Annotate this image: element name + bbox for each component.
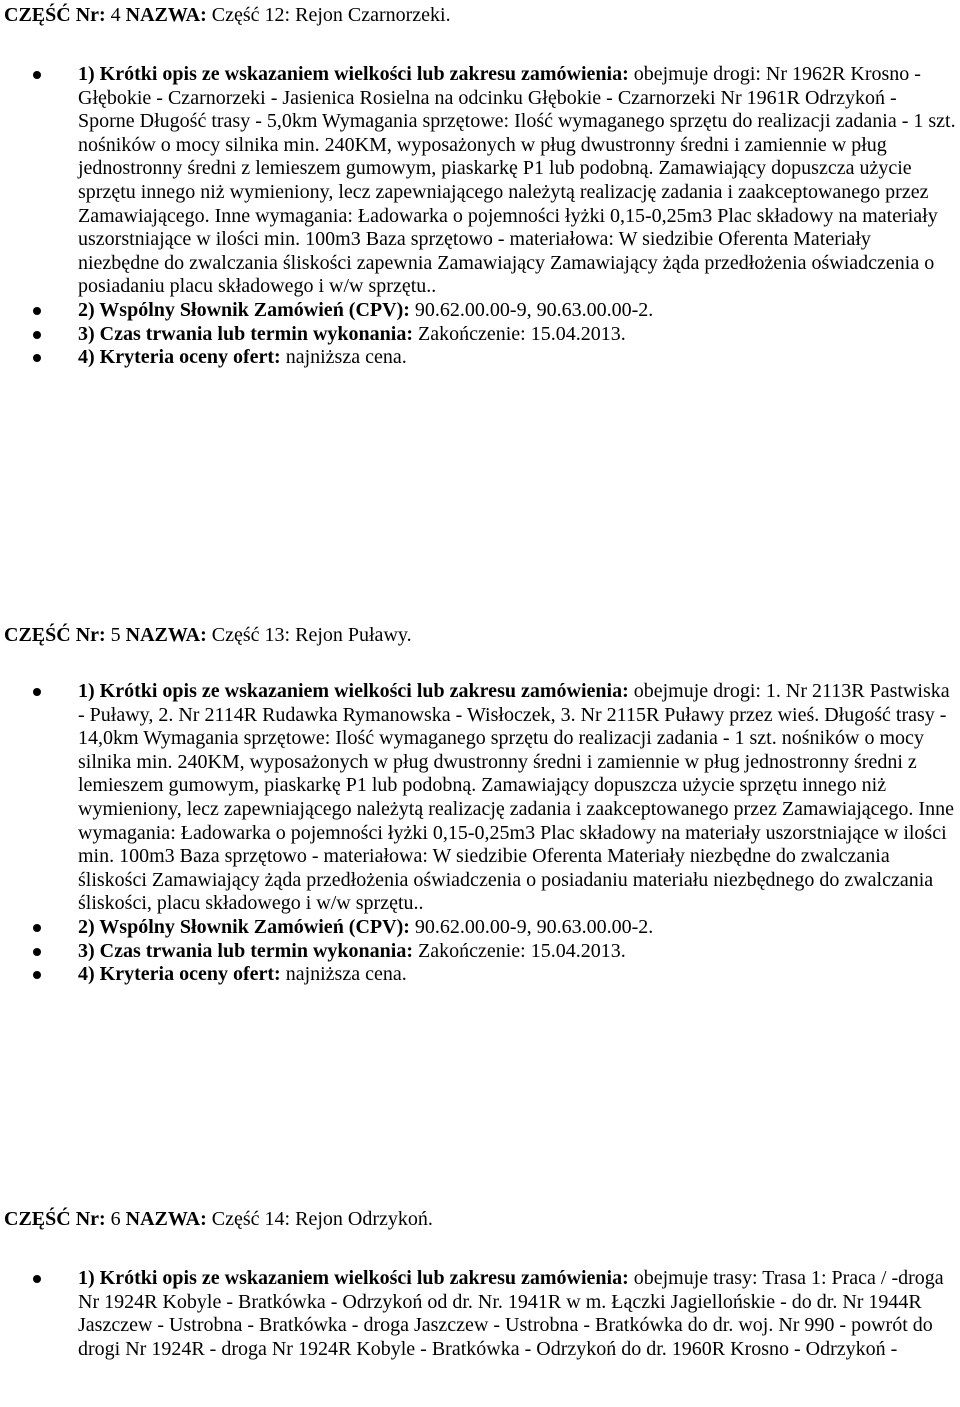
part-number: 5 [110,624,121,646]
part-6-list [0,1267,960,1361]
item-label: 2) Wspólny Słownik Zamówień (CPV): [78,915,410,938]
bullet-icon [33,924,41,932]
item-text: obejmuje drogi: Nr 1962R Krosno - Głębokie - Czarnorzeki - Jasienica Rosielna na odcinku Głębokie - Czarnorzeki Nr 1961R Odrzykoń - Sporne Długość trasy - 5,0km Wymagania sprzętowe: Ilość wymaganego sprzętu do realizacji zadania - 1 szt. nośników o mocy silnika min. [78,63,956,156]
item-text: 240KM, wyposażonych w pług dwustronny średni i zamiennie w pług jednostronny średni z lemieszem gumowym, piaskarkę P1 lub podobną. Zamawiający dopuszcza użycie sprzętu innego niż wymieniony, lecz zapewniającego należytą realizację zadania i zaakceptowanego przez Zamawiającego. Inne wymagania: Ładowarka o pojemności łyżki 0,15-0,25m3 Plac składowy na materiały uszorstniające w ilości min. 100m3 Baza sprzętowo - materiałowa: W siedzibie Oferenta Materiały niezbędne do zwalczania śliskości zapewnia Zamawiający Zamawiający żąda przedłożenia oświadczenia o posiadaniu placu składowego i w/w sprzętu.. [78,133,938,298]
part-4-heading [4,3,451,27]
list-item [0,63,960,299]
bullet-icon [33,307,41,315]
list-item [0,940,960,964]
item-label: 4) Kryteria oceny ofert: [78,963,281,986]
part-label: CZĘŚĆ Nr: [4,4,106,26]
item-label: 1) Krótki opis ze wskazaniem wielkości lub zakresu zamówienia: [78,680,629,702]
item-text: 90.62.00.00-9, 90.63.00.00-2. [414,298,654,321]
item-text: Zakończenie: 15.04.2013. [418,939,626,962]
bullet-icon [33,354,41,362]
part-name: Część 14: Rejon Odrzykoń. [211,1208,433,1230]
part-5-list [0,680,960,987]
list-item [0,916,960,940]
part-number: 4 [110,4,121,26]
part-name: Część 13: Rejon Puławy. [211,624,412,646]
list-item [0,680,960,916]
item-label: 3) Czas trwania lub termin wykonania: [78,322,414,345]
item-label: 2) Wspólny Słownik Zamówień (CPV): [78,298,410,321]
item-label: 3) Czas trwania lub termin wykonania: [78,939,414,962]
item-text: najniższa cena. [285,963,407,986]
bullet-icon [33,71,41,79]
part-label: CZĘŚĆ Nr: [4,1208,106,1230]
part-4-list [0,63,960,370]
part-name: Część 12: Rejon Czarnorzeki. [211,4,451,26]
name-label: NAZWA: [125,624,207,646]
list-item [0,963,960,987]
part-6-heading [4,1207,433,1231]
list-item [0,323,960,347]
list-item [0,346,960,370]
item-label: 1) Krótki opis ze wskazaniem wielkości lub zakresu zamówienia: [78,1267,629,1289]
bullet-icon [33,688,41,696]
part-label: CZĘŚĆ Nr: [4,624,106,646]
item-text: 90.62.00.00-9, 90.63.00.00-2. [414,915,654,938]
item-text: obejmuje trasy: Trasa 1: Praca / -droga Nr 1924R Kobyle - Bratkówka - Odrzykoń od dr. Nr. 1941R w m. Łączki Jagiellońskie - do dr. Nr 1944R Jaszczew - Ustrobna - Bratkówka - droga Jaszczew - Ustrobna - Bratkówka do dr. woj. Nr 990 - powrót do drogi Nr 1924R - droga Nr 1924R Kobyle - Bratkówka - Odrzykoń do dr. 1960R Krosno - Odrzykoń - [78,1267,944,1360]
item-text: obejmuje drogi: 1. Nr 2113R Pastwiska - Puławy, 2. Nr 2114R Rudawka Rymanowska - Wisłoczek, 3. Nr 2115R Puławy przez wieś. Długość trasy - 14,0km Wymagania sprzętowe: Ilość wymaganego sprzętu do realizacji zadania - 1 szt. nośników o mocy silnika min. 240KM, wyposażonych w pług dwustronny średni i zamiennie w pług jednostronny średni z lemieszem gumowym, piaskarkę P1 lub podobną. Zamawiający dopuszcza użycie sprzętu innego niż wymieniony, lecz zapewniającego należytą realizację zadania i zaakceptowanego przez Zamawiającego. Inne wymagania: Ładowarka o pojemności łyżki 0,15-0,25m3 Plac składowy na materiały uszorstniające w ilości min. 100m3 Baza sprzętowo - materiałowa: W siedzibie Oferenta Materiały niezbędne do zwalczania śliskości Zamawiający żąda przedłożenia oświadczenia o posiadaniu materiału niezbędnego do zwalczania śliskości, placu składowego i w/w sprzętu.. [78,680,954,915]
item-label: 4) Kryteria oceny ofert: [78,346,281,369]
item-text: najniższa cena. [285,346,407,369]
bullet-icon [33,1275,41,1283]
item-text: Zakończenie: 15.04.2013. [418,322,626,345]
bullet-icon [33,971,41,979]
part-5-heading [4,623,412,647]
list-item [0,299,960,323]
item-label: 1) Krótki opis ze wskazaniem wielkości lub zakresu zamówienia: [78,63,629,85]
bullet-icon [33,948,41,956]
bullet-icon [33,331,41,339]
name-label: NAZWA: [125,1208,207,1230]
name-label: NAZWA: [125,4,207,26]
part-number: 6 [110,1208,121,1230]
list-item [0,1267,960,1361]
